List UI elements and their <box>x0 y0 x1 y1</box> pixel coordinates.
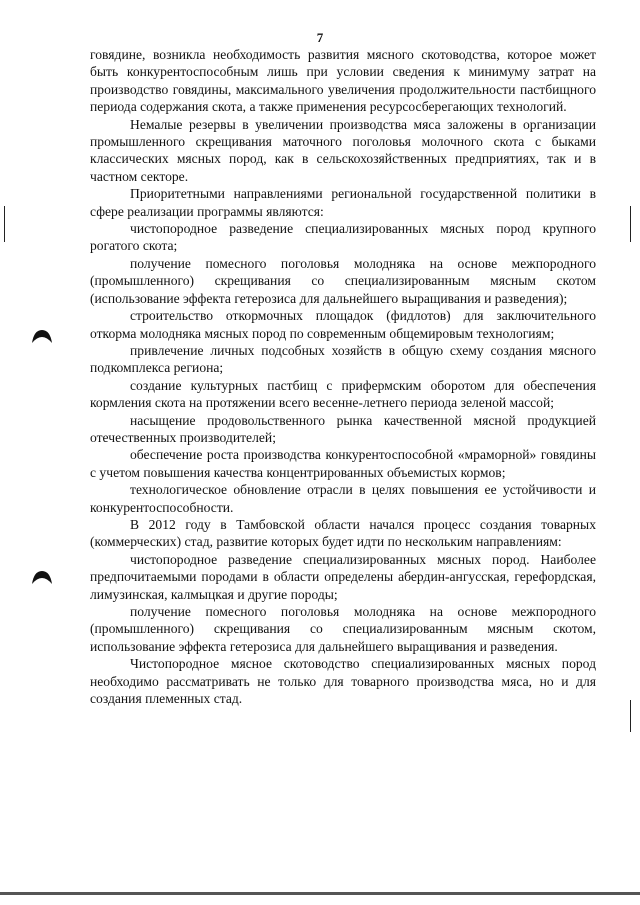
list-item: строительство откормочных площадок (фидлотов) для заключительного откорма молодняка мясных пород по современным общемировым технологиям; <box>90 308 596 341</box>
list-item: технологическое обновление отрасли в целях повышения ее устойчивости и конкурентоспособности. <box>90 482 596 515</box>
page-number: 7 <box>316 30 324 45</box>
punch-hole-mark-bottom <box>30 569 54 585</box>
paragraph: Немалые резервы в увеличении производства мяса заложены в организации промышленного скрещивания маточного поголовья молочного скота с быками классических мясных пород, как в сельскохозяйственных предприятиях, так и в частном секторе. <box>90 116 596 184</box>
punch-hole-mark-top <box>30 328 54 344</box>
paragraph: В 2012 году в Тамбовской области начался процесс создания товарных (коммерческих) стад, развитие которых будет идти по нескольким направлениям: <box>90 516 596 550</box>
list-item: создание культурных пастбищ с прифермским оборотом для обеспечения кормления скота на протяжении всего весенне-летнего периода зеленой массой; <box>90 377 596 411</box>
paragraph: говядине, возникла необходимость развития мясного скотоводства, которое может быть конкурентоспособным лишь при условии сведения к минимуму затрат на производство говядины, максимального увеличения продолжительности пастбищного периода содержания скота, а также применения ресурсосберегающих технологий. <box>90 47 596 115</box>
list-item: обеспечение роста производства конкурентоспособной «мраморной» говядины с учетом повышения качества концентрированных объемистых кормов; <box>90 447 596 480</box>
list-item: чистопородное разведение специализированных мясных пород. Наиболее предпочитаемыми породами в области определены абердин-ангусская, герефордская, лимузинская, калмыцкая и другие породы; <box>90 551 596 602</box>
document-body <box>90 46 596 707</box>
paragraph: Чистопородное мясное скотоводство специализированных мясных пород необходимо рассматривать не только для товарного производства мяса, но и для создания племенных стад. <box>90 656 596 707</box>
right-margin-line <box>630 206 631 242</box>
list-item: насыщение продовольственного рынка качественной мясной продукцией отечественных производителей; <box>90 412 596 445</box>
scan-bottom-edge <box>0 892 640 895</box>
right-margin-line-lower <box>630 700 631 732</box>
paragraph: Приоритетными направлениями региональной государственной политики в сфере реализации программы являются: <box>90 186 596 219</box>
left-margin-line <box>4 206 5 242</box>
list-item: чистопородное разведение специализированных мясных пород крупного рогатого скота; <box>90 221 596 254</box>
list-item: привлечение личных подсобных хозяйств в общую схему создания мясного подкомплекса региона; <box>90 342 596 376</box>
list-item: получение помесного поголовья молодняка на основе межпородного (промышленного) скрещивания со специализированным мясным скотом, использование эффекта гетерозиса для дальнейшего выращивания и разведения. <box>90 604 596 654</box>
list-item: получение помесного поголовья молодняка на основе межпородного (промышленного) скрещивания со специализированным мясным скотом (использование эффекта гетерозиса для дальнейшего выращивания и разведения); <box>90 255 596 306</box>
